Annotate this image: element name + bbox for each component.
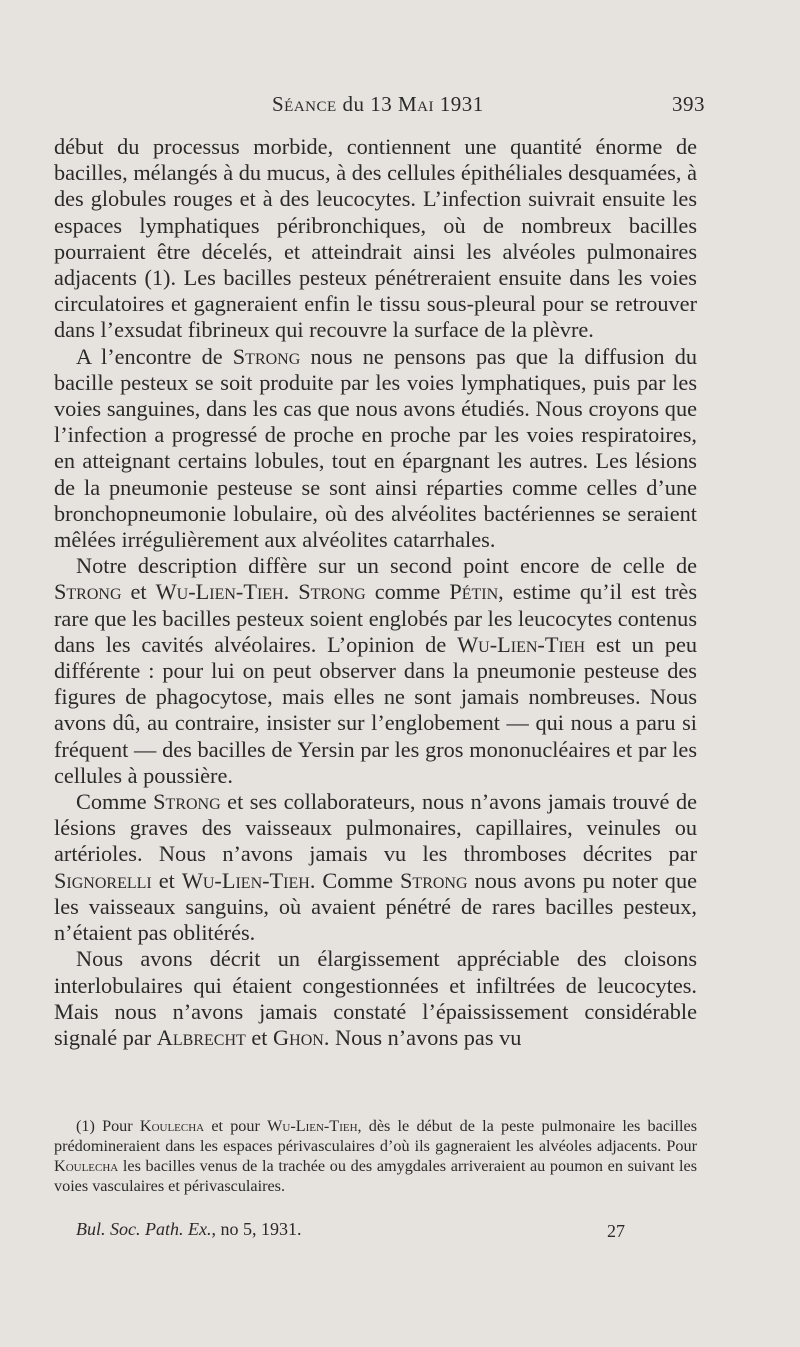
running-header bbox=[272, 92, 705, 118]
footnote-text: (1) Pour Koulecha et pour Wu-Lien-Tieh, dès le début de la peste pulmonaire les bacilles prédomineraient dans les espaces périvasculaires d’où ils gagneraient les alvéoles adjacents. Pour Koulecha les bacilles venus de la trachée ou des amygdales arriveraient au poumon en suivant les voies vasculaires et périvasculaires. bbox=[54, 1117, 697, 1196]
footnote bbox=[54, 1116, 697, 1196]
paragraph: Nous avons décrit un élargissement appréciable des cloisons interlobulaires qui étaient congestionnées et infiltrées de leucocytes. Mais nous n’avons jamais constaté l’épaississement considérable signalé par Albrecht et Ghon. Nous n’avons pas vu bbox=[54, 946, 697, 1050]
body-text bbox=[54, 134, 697, 1051]
paragraph: Comme Strong et ses collaborateurs, nous n’avons jamais trouvé de lésions graves des vaisseaux pulmonaires, capillaires, veinules ou artérioles. Nous n’avons jamais vu les thromboses décrites par Signorelli et Wu-Lien-Tieh. Comme Strong nous avons pu noter que les vaisseaux sanguins, où avaient pénétré de rares bacilles pesteux, n’étaient pas oblitérés. bbox=[54, 789, 697, 946]
page-number: 393 bbox=[672, 92, 705, 116]
journal-citation: Bul. Soc. Path. Ex., no 5, 1931. bbox=[76, 1219, 302, 1239]
running-title: Séance du 13 Mai 1931 bbox=[272, 92, 484, 116]
paragraph: début du processus morbide, contiennent une quantité énorme de bacilles, mélangés à du mucus, à des cellules épithéliales desquamées, à des globules rouges et à des leucocytes. L’infection suivrait ensuite les espaces lymphatiques péribronchiques, où de nombreux bacilles pourraient être décelés, et atteindrait ainsi les alvéoles pulmonaires adjacents (1). Les bacilles pesteux pénétreraient ensuite dans les voies circulatoires et gagneraient enfin le tissu sous-pleural pour se retrouver dans l’exsudat fibrineux qui recouvre la surface de la plèvre. bbox=[54, 134, 697, 343]
page-footer bbox=[76, 1219, 636, 1245]
paragraph: Notre description diffère sur un second point encore de celle de Strong et Wu-Lien-Tieh. Strong comme Pétin, estime qu’il est très rare que les bacilles pesteux soient englobés par les leucocytes contenus dans les cavités alvéolaires. L’opinion de Wu-Lien-Tieh est un peu différente : pour lui on peut observer dans la pneumonie pesteuse des figures de phagocytose, mais elles ne sont jamais nombreuses. Nous avons dû, au contraire, insister sur l’englobement — qui nous a paru si fréquent — des bacilles de Yersin par les gros mononucléaires et par les cellules à poussière. bbox=[54, 553, 698, 788]
paragraph: A l’encontre de Strong nous ne pensons pas que la diffusion du bacille pesteux se soit produite par les voies lymphatiques, puis par les voies sanguines, dans les cas que nous avons étudiés. Nous croyons que l’infection a progressé de proche en proche par les voies respiratoires, en atteignant certains lobules, tout en épargnant les autres. Les lésions de la pneumonie pesteuse se sont ainsi réparties comme celles d’une bronchopneumonie lobulaire, où des alvéolites bactériennes se seraient mêlées irrégulièrement aux alvéolites catarrhales. bbox=[54, 343, 697, 553]
signature-mark: 27 bbox=[607, 1221, 625, 1241]
